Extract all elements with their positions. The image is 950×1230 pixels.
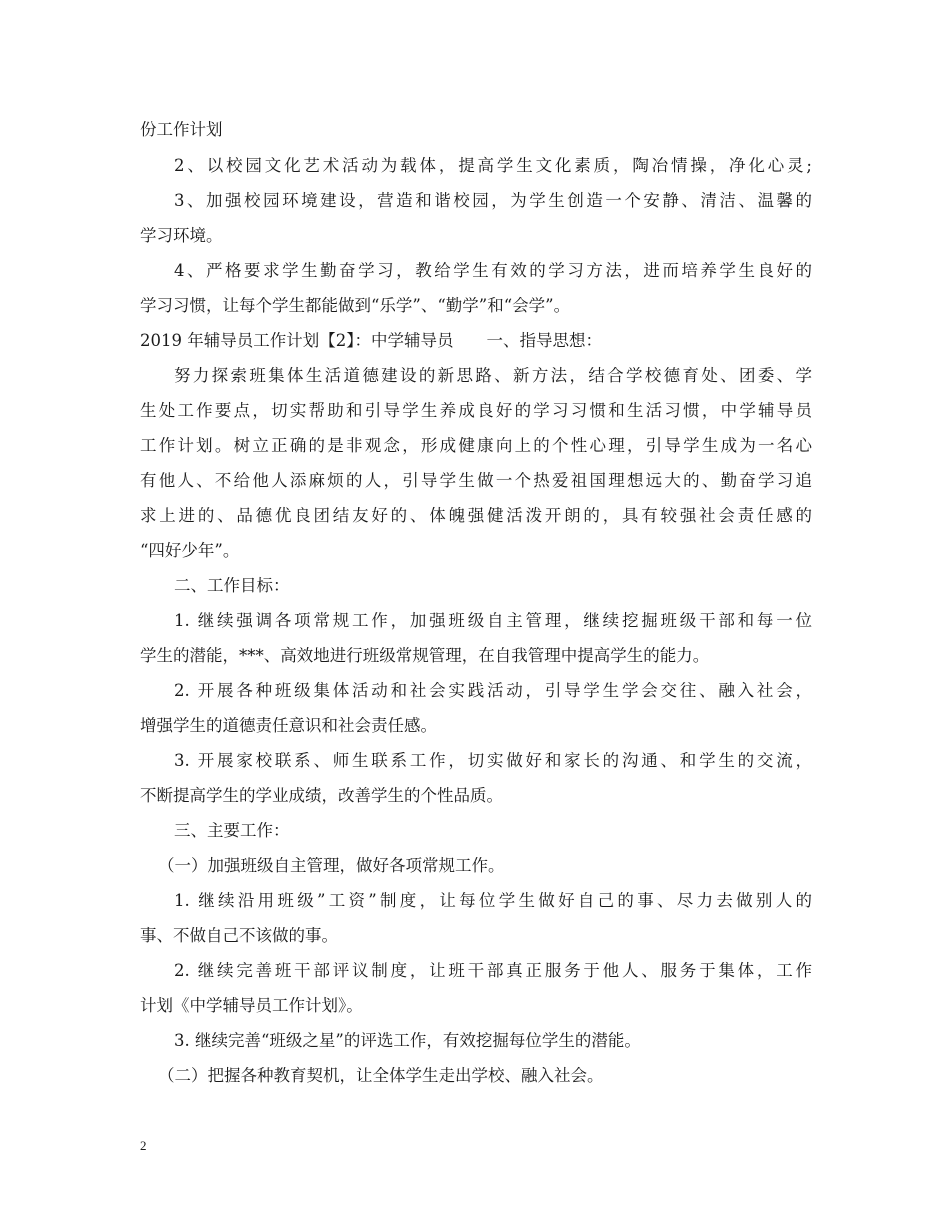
subsection-heading: （二）把握各种教育契机，让全体学生走出学校、融入社会。 [158,1066,604,1085]
section-heading: 二、工作目标： [174,576,290,595]
page-number: 2 [140,1138,147,1153]
text-line: 2. 开展各种班级集体活动和社会实践活动，引导学生学会交往、融入社会， [174,681,812,700]
text-line: 计划《中学辅导员工作计划》。 [140,996,363,1015]
text-line: 增强学生的道德责任意识和社会责任感。 [140,716,437,735]
text-line: 份工作计划 [140,120,223,139]
text-line: 3、加强校园环境建设，营造和谐校园，为学生创造一个安静、清洁、温馨的 [174,191,812,210]
text-line: 3. 继续完善“班级之星”的评选工作，有效挖掘每位学生的潜能。 [174,1031,641,1050]
text-line: 1. 继续沿用班级”工资”制度，让每位学生做好自己的事、尽力去做别人的 [174,891,812,910]
text-line: 学生的潜能，***、高效地进行班级常规管理，在自我管理中提高学生的能力。 [140,646,710,665]
text-line: 学习习惯，让每个学生都能做到“乐学”、“勤学”和“会学”。 [140,296,571,315]
text-line: 工作计划。树立正确的是非观念，形成健康向上的个性心理，引导学生成为一名心 [140,436,812,455]
section-heading: 三、主要工作： [174,821,290,840]
text-line: “四好少年”。 [140,541,240,560]
section-heading: 2019 年辅导员工作计划【2】：中学辅导员 一、指导思想： [140,331,602,350]
text-line: 学习环境。 [140,226,223,245]
text-line: 求上进的、品德优良团结友好的、体魄强健活泼开朗的，具有较强社会责任感的 [140,506,812,525]
text-line: 2、以校园文化艺术活动为载体，提高学生文化素质，陶冶情操，净化心灵; [174,156,812,175]
text-line: 4、严格要求学生勤奋学习，教给学生有效的学习方法，进而培养学生良好的 [174,261,812,280]
text-line: 事、不做自己不该做的事。 [140,926,338,945]
text-line: 3. 开展家校联系、师生联系工作，切实做好和家长的沟通、和学生的交流， [174,751,812,770]
text-line: 努力探索班集体生活道德建设的新思路、新方法，结合学校德育处、团委、学 [174,366,812,385]
subsection-heading: （一）加强班级自主管理，做好各项常规工作。 [158,856,505,875]
text-line: 有他人、不给他人添麻烦的人，引导学生做一个热爱祖国理想远大的、勤奋学习追 [140,471,812,490]
text-line: 不断提高学生的学业成绩，改善学生的个性品质。 [140,786,503,805]
text-line: 2. 继续完善班干部评议制度，让班干部真正服务于他人、服务于集体，工作 [174,961,812,980]
text-line: 1. 继续强调各项常规工作，加强班级自主管理，继续挖掘班级干部和每一位 [174,611,812,630]
text-line: 生处工作要点，切实帮助和引导学生养成良好的学习习惯和生活习惯，中学辅导员 [140,401,812,420]
